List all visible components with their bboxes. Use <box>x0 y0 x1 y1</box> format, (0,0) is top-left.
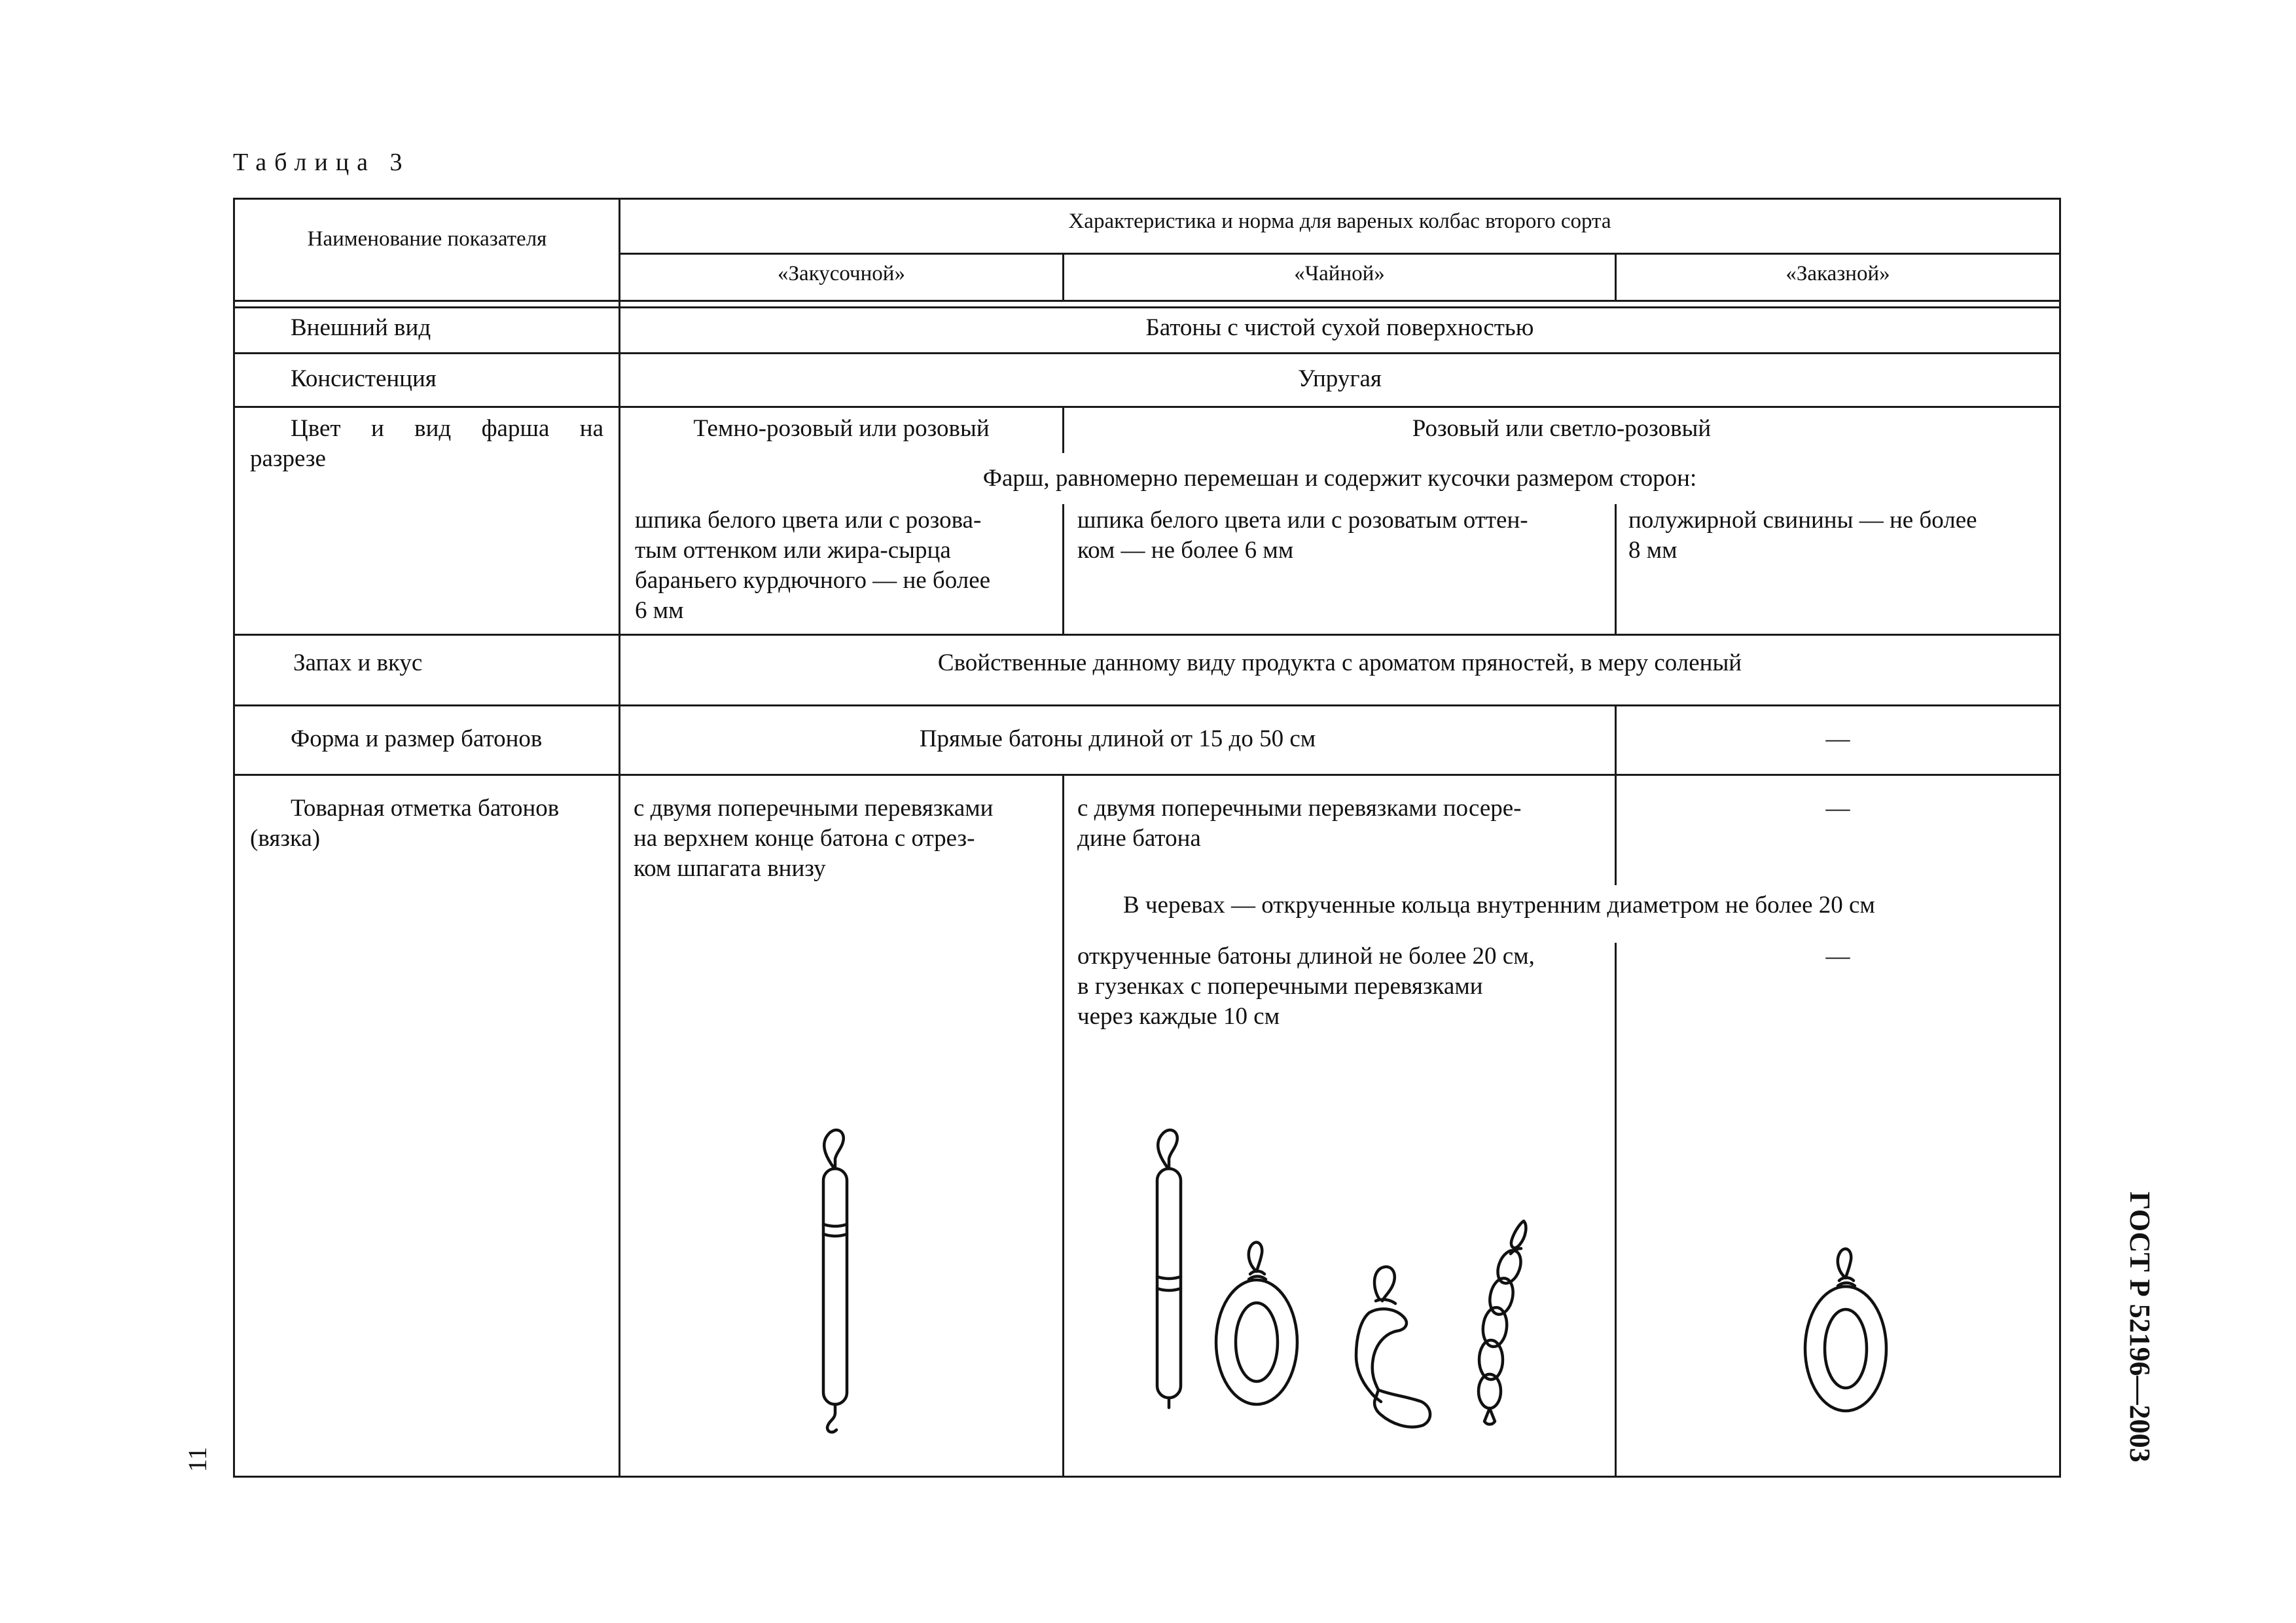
document-code: ГОСТ Р 52196—2003 <box>2124 1192 2156 1463</box>
text-line: ком шпагата внизу <box>634 855 826 882</box>
text-line: шпика белого цвета или с розова- <box>635 507 982 534</box>
table-border-right <box>2059 198 2061 1478</box>
text-line: в гузенках с поперечными перевязками <box>1077 973 1483 1000</box>
text-line: бараньего курдючного — не более <box>635 567 991 594</box>
row-value-consistency: Упругая <box>1298 365 1382 392</box>
sausage-stick-icon <box>1139 1120 1204 1421</box>
text-line: открученные батоны длиной не более 20 см, <box>1077 943 1535 970</box>
row-label-consistency: Консистенция <box>291 365 437 392</box>
column-divider <box>1615 943 1617 1478</box>
sausage-links-icon <box>1446 1214 1545 1437</box>
row-divider <box>233 704 2060 706</box>
table-border-top <box>233 198 2060 200</box>
column-divider <box>1615 504 1617 635</box>
text-line: 8 мм <box>1628 537 1677 564</box>
table-border-left <box>233 198 235 1478</box>
header-group: Характеристика и норма для вареных колбас второго сорта <box>1068 210 1611 233</box>
text-line: тым оттенком или жира-сырца <box>635 537 951 564</box>
color-mix: Фарш, равномерно перемешан и содержит кусочки размером сторон: <box>982 465 1697 492</box>
row-value-shape-col3: — <box>1825 725 1850 752</box>
marking-col3: — <box>1825 795 1850 822</box>
row-divider <box>233 352 2060 354</box>
marking-rings: В черевах — открученные кольца внутренним диаметром не более 20 см <box>1123 892 1875 919</box>
row-label-appearance: Внешний вид <box>291 314 431 341</box>
text-line: с двумя поперечными перевязками посере- <box>1077 795 1522 822</box>
column-divider <box>1062 774 1064 1478</box>
sausage-stick-icon <box>805 1120 870 1434</box>
sausage-ring-icon <box>1211 1237 1309 1408</box>
text-line: 6 мм <box>635 597 684 624</box>
row-divider <box>233 774 2060 776</box>
header-bottom-2 <box>233 306 2060 308</box>
text-line: с двумя поперечными перевязками <box>634 795 994 822</box>
text-line: шпика белого цвета или с розоватым оттен- <box>1077 507 1528 534</box>
text-line: ком — не более 6 мм <box>1077 537 1294 564</box>
page-number: 11 <box>183 1447 212 1472</box>
row-label-marking-line2: (вязка) <box>250 825 321 852</box>
column-divider <box>1062 504 1064 635</box>
text-line: дине батона <box>1077 825 1201 852</box>
row-divider <box>233 634 2060 636</box>
text-line: полужирной свинины — не более <box>1628 507 1977 534</box>
row-divider <box>233 406 2060 408</box>
row-label-color-line1: Цвет и вид фарша на <box>291 415 603 442</box>
header-bottom-1 <box>233 300 2060 302</box>
row-value-appearance: Батоны с чистой сухой поверхностью <box>1145 314 1534 341</box>
color-col1: Темно-розовый или розовый <box>693 415 990 442</box>
row-label-color-line2: разрезе <box>250 445 326 472</box>
row-label-shape: Форма и размер батонов <box>291 725 543 752</box>
sausage-curved-icon <box>1335 1254 1440 1437</box>
text-line: через каждые 10 см <box>1077 1003 1280 1030</box>
marking-col3b: — <box>1825 943 1850 970</box>
row-value-smell: Свойственные данному виду продукта с ароматом пряностей, в меру соленый <box>937 649 1742 676</box>
row-label-marking-line1: Товарная отметка батонов <box>291 795 560 822</box>
text-line: на верхнем конце батона с отрез- <box>634 825 975 852</box>
table-caption: Таблица 3 <box>233 149 410 176</box>
column-divider <box>1615 774 1617 885</box>
sausage-ring-icon <box>1800 1244 1898 1414</box>
header-col-chaynoy: «Чайной» <box>1294 262 1385 285</box>
row-label-smell: Запах и вкус <box>293 649 423 676</box>
header-divider <box>619 253 2060 255</box>
table-border-bottom <box>233 1476 2060 1478</box>
header-col-zakusochnoy: «Закусочной» <box>778 262 905 285</box>
color-col23: Розовый или светло-розовый <box>1412 415 1712 442</box>
row-value-shape: Прямые батоны длиной от 15 до 50 см <box>919 725 1316 752</box>
header-indicator: Наименование показателя <box>307 227 547 251</box>
header-col-zakaznoy: «Заказной» <box>1785 262 1890 285</box>
